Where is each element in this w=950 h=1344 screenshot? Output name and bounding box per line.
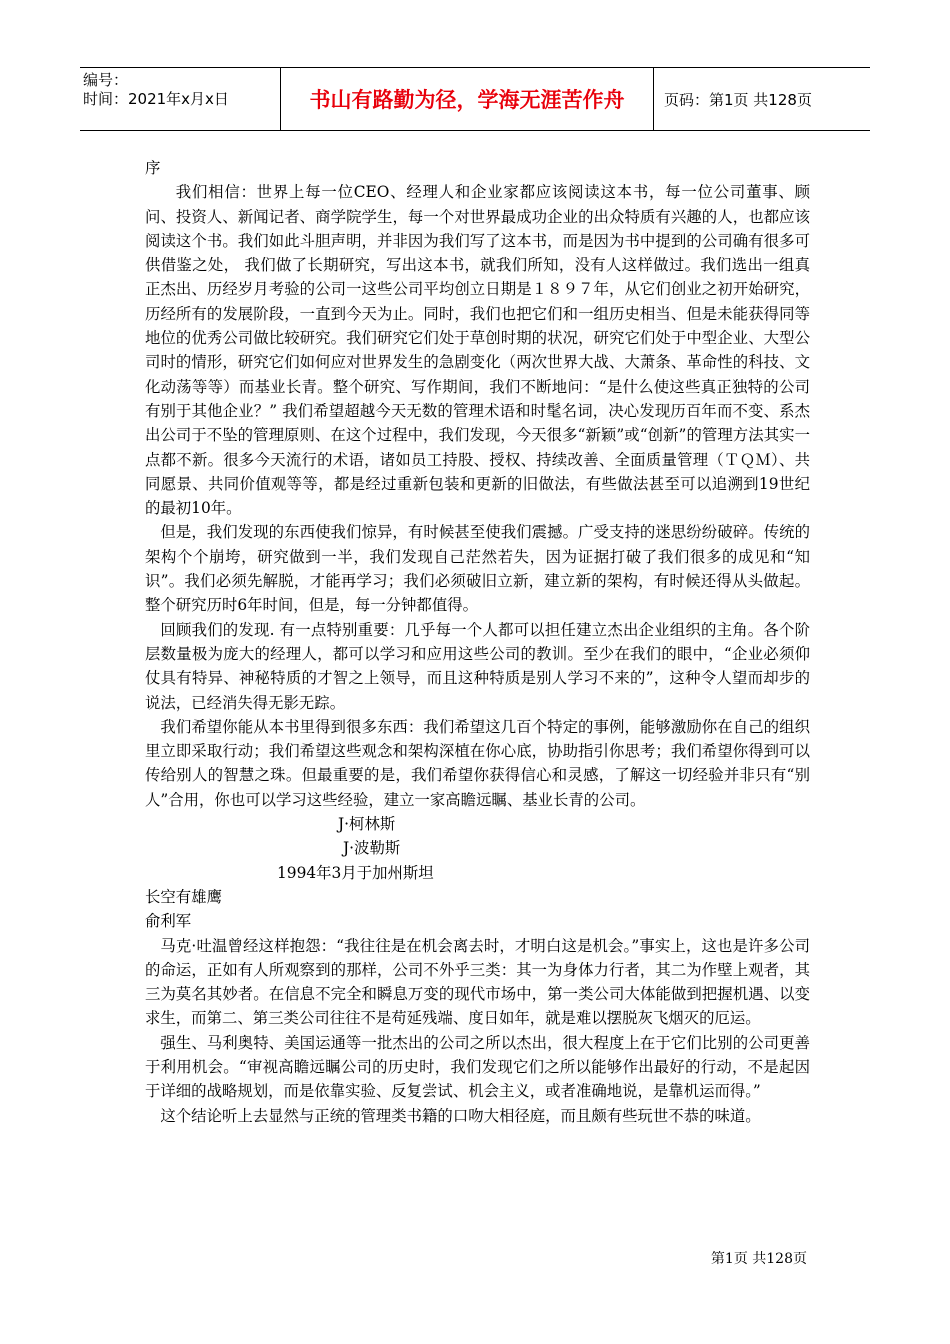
document-time-label: 时间：2021年x月x日 bbox=[83, 90, 229, 108]
page-header bbox=[80, 67, 870, 131]
section-author: 俞利军 bbox=[145, 912, 192, 931]
paragraph: 但是，我们发现的东西使我们惊异，有时候甚至使我们震撼。广受支持的迷思纷纷破碎。传统的架构个个崩垮，研究做到一半，我们发现自己茫然若失，因为证据打破了我们很多的成见和“知识”。我们必须先解脱，才能再学习；我们必须破旧立新，建立新的架构，有时候还得从头做起。整个研究历时6年时间，但是，每一分钟都值得。 bbox=[145, 523, 810, 615]
paragraph: 回顾我们的发现. 有一点特别重要：几乎每一个人都可以担任建立杰出企业组织的主角。各个阶层数量极为庞大的经理人，都可以学习和应用这些公司的教训。至少在我们的眼中，“企业必须仰仗具有特异、神秘特质的才智之上领导，而且这种特质是别人学习不来的”，这种令人望而却步的说法，已经消失得无影无踪。 bbox=[145, 620, 810, 712]
signature-author-2: J·波勒斯 bbox=[343, 839, 401, 858]
paragraph: 我们相信：世界上每一位CEO、经理人和企业家都应该阅读这本书，每一位公司董事、顾问、投资人、新闻记者、商学院学生，每一个对世界最成功企业的出众特质有兴趣的人，也都应该阅读这个书。我们如此斗胆声明，并非因为我们写了这本书，而是因为书中提到的公司确有很多可供借鉴之处， 我们做了长期研究，写出这本书，就我们所知，没有人这样做过。我们选出一组真正杰出、历经岁月考验的公司一这些公司平均创立日期是１８９７年，从它们创业之初开始研究，历经所有的发展阶段，一直到今天为止。同时，我们也把它们和一组历史相当、但是未能获得同等地位的优秀公司做比较研究。我们研究它们处于草创时期的状况，研究它们处于中型企业、大型公司时的情形，研究它们如何应对世界发生的急剧变化（两次世界大战、大萧条、革命性的科技、文化动荡等等）而基业长青。整个研究、写作期间，我们不断地问：“是什么使这些真正独特的公司有别于其他企业？” 我们希望超越今天无数的管理术语和时髦名词，决心发现历百年而不变、系杰出公司于不坠的管理原则、在这个过程中，我们发现，今天很多“新颖”或“创新”的管理方法其实一点都不新。很多今天流行的术语，诸如员工持股、授权、持续改善、全面质量管理（ＴＱＭ）、共同愿景、共同价值观等等，都是经过重新包装和更新的旧做法，有些做法甚至可以追溯到19世纪的最初10年。 bbox=[145, 183, 810, 518]
document-body bbox=[145, 156, 810, 1128]
section-title: 长空有雄鹰 bbox=[145, 887, 222, 906]
page-footer: 第1页 共128页 bbox=[710, 1251, 807, 1267]
header-motto: 书山有路勤为径，学海无涯苦作舟 bbox=[281, 68, 654, 130]
header-page-code: 页码：第1页 共128页 bbox=[664, 90, 812, 109]
header-info-cell bbox=[80, 68, 281, 130]
paragraph: 我们希望你能从本书里得到很多东西：我们希望这几百个特定的事例，能够激励你在自己的组织里立即采取行动；我们希望这些观念和架构深植在你心底，协助指引你思考；我们希望你得到可以传给别人的智慧之珠。但最重要的是，我们希望你获得信心和灵感，了解这一切经验并非只有“别人”合用，你也可以学习这些经验，建立一家高瞻远瞩、基业长青的公司。 bbox=[145, 717, 810, 809]
signature-author-1: J·柯林斯 bbox=[338, 815, 396, 834]
paragraph: 这个结论听上去显然与正统的管理类书籍的口吻大相径庭，而且颇有些玩世不恭的味道。 bbox=[160, 1106, 761, 1125]
paragraph: 强生、马利奥特、美国运通等一批杰出的公司之所以杰出，很大程度上在于它们比别的公司更善于利用机会。“审视高瞻远瞩公司的历史时，我们发现它们之所以能够作出最好的行动，不是起因于详细的战略规划，而是依靠实验、反复尝试、机会主义，或者准确地说，是靠机运而得。” bbox=[145, 1033, 810, 1101]
document-number-label: 编号： bbox=[83, 71, 129, 89]
preface-title: 序 bbox=[145, 159, 161, 177]
paragraph: 马克·吐温曾经这样抱怨：“我往往是在机会离去时，才明白这是机会。”事实上，这也是许多公司的命运，正如有人所观察到的那样，公司不外乎三类：其一为身体力行者，其二为作壁上观者，其三为莫名其妙者。在信息不完全和瞬息万变的现代市场中，第一类公司大体能做到把握机遇、以变求生，而第二、第三类公司往往不是苟延残端、度日如年，就是难以摆脱灰飞烟灭的厄运。 bbox=[145, 936, 810, 1028]
signature-date: 1994年3月于加州斯坦 bbox=[277, 863, 434, 882]
